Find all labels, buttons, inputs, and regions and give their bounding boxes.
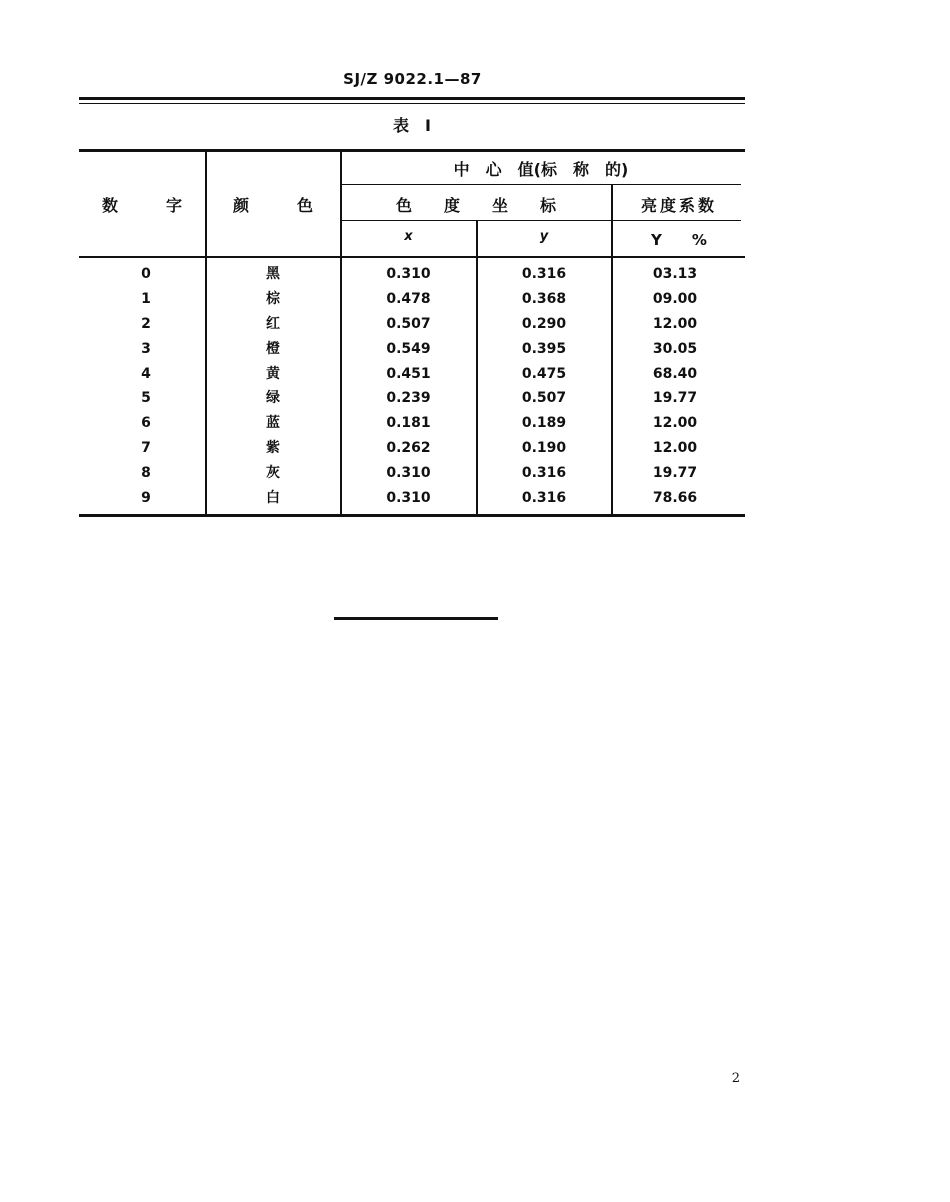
header-y: y: [539, 229, 549, 244]
cell-y: 0.507: [521, 390, 567, 406]
header-color: 颜 色: [232, 196, 313, 215]
cell-luminance: 19.77: [652, 390, 698, 406]
standard-code: SJ/Z 9022.1—87: [343, 70, 482, 88]
table-top-rule: [79, 149, 745, 152]
cell-luminance: 78.66: [652, 490, 698, 506]
cell-y: 0.316: [521, 490, 567, 506]
cell-luminance: 12.00: [652, 440, 698, 456]
cell-x: 0.239: [386, 390, 431, 406]
cell-color: 橙: [266, 341, 280, 357]
cell-digit: 1: [141, 291, 151, 307]
cell-color: 黑: [266, 266, 280, 282]
table-title: 表 I: [393, 116, 431, 135]
cell-digit: 2: [141, 316, 151, 332]
cell-y: 0.368: [521, 291, 567, 307]
cell-color: 绿: [266, 390, 280, 406]
cell-digit: 3: [141, 341, 151, 357]
header-digit: 数 字: [101, 196, 182, 215]
cell-x: 0.478: [386, 291, 431, 307]
header-luminance: 亮度系数: [640, 196, 717, 215]
header-bottom-rule: [79, 256, 745, 258]
cell-x: 0.181: [386, 415, 431, 431]
cell-luminance: 12.00: [652, 316, 698, 332]
cell-digit: 7: [141, 440, 151, 456]
end-separator: [334, 617, 498, 620]
cell-luminance: 68.40: [652, 366, 698, 382]
cell-color: 棕: [266, 291, 280, 307]
cell-color: 白: [266, 490, 280, 506]
cell-luminance: 03.13: [652, 266, 698, 282]
top-rule: [79, 97, 745, 100]
header-x: x: [404, 229, 413, 244]
cell-digit: 6: [141, 415, 151, 431]
subheader-rule-2: [341, 220, 741, 221]
cell-digit: 8: [141, 465, 151, 481]
page-number: 2: [731, 1071, 740, 1086]
cell-digit: 0: [141, 266, 151, 282]
cell-luminance: 19.77: [652, 465, 698, 481]
table-bottom-rule: [79, 514, 745, 517]
cell-x: 0.310: [386, 266, 431, 282]
cell-x: 0.310: [386, 490, 431, 506]
cell-y: 0.189: [521, 415, 567, 431]
cell-digit: 5: [141, 390, 151, 406]
cell-luminance: 12.00: [652, 415, 698, 431]
cell-color: 灰: [266, 465, 280, 481]
cell-color: 蓝: [266, 415, 280, 431]
cell-x: 0.262: [386, 440, 431, 456]
cell-x: 0.451: [386, 366, 431, 382]
cell-x: 0.507: [386, 316, 431, 332]
cell-luminance: 30.05: [652, 341, 698, 357]
cell-color: 黄: [266, 366, 280, 382]
header-chromaticity: 色 度 坐 标: [395, 196, 556, 215]
cell-y: 0.190: [521, 440, 567, 456]
cell-color: 红: [266, 316, 280, 332]
cell-color: 紫: [266, 440, 280, 456]
header-y-percent: Y %: [651, 231, 707, 249]
cell-y: 0.395: [521, 341, 567, 357]
cell-digit: 4: [141, 366, 151, 382]
cell-y: 0.290: [521, 316, 567, 332]
cell-digit: 9: [141, 490, 151, 506]
top-rule-thin: [79, 103, 745, 104]
header-central-value: 中 心 值(标 称 的): [453, 160, 629, 179]
cell-x: 0.549: [386, 341, 431, 357]
subheader-rule-1: [341, 184, 741, 185]
cell-y: 0.316: [521, 266, 567, 282]
cell-y: 0.316: [521, 465, 567, 481]
cell-x: 0.310: [386, 465, 431, 481]
cell-luminance: 09.00: [652, 291, 698, 307]
cell-y: 0.475: [521, 366, 567, 382]
